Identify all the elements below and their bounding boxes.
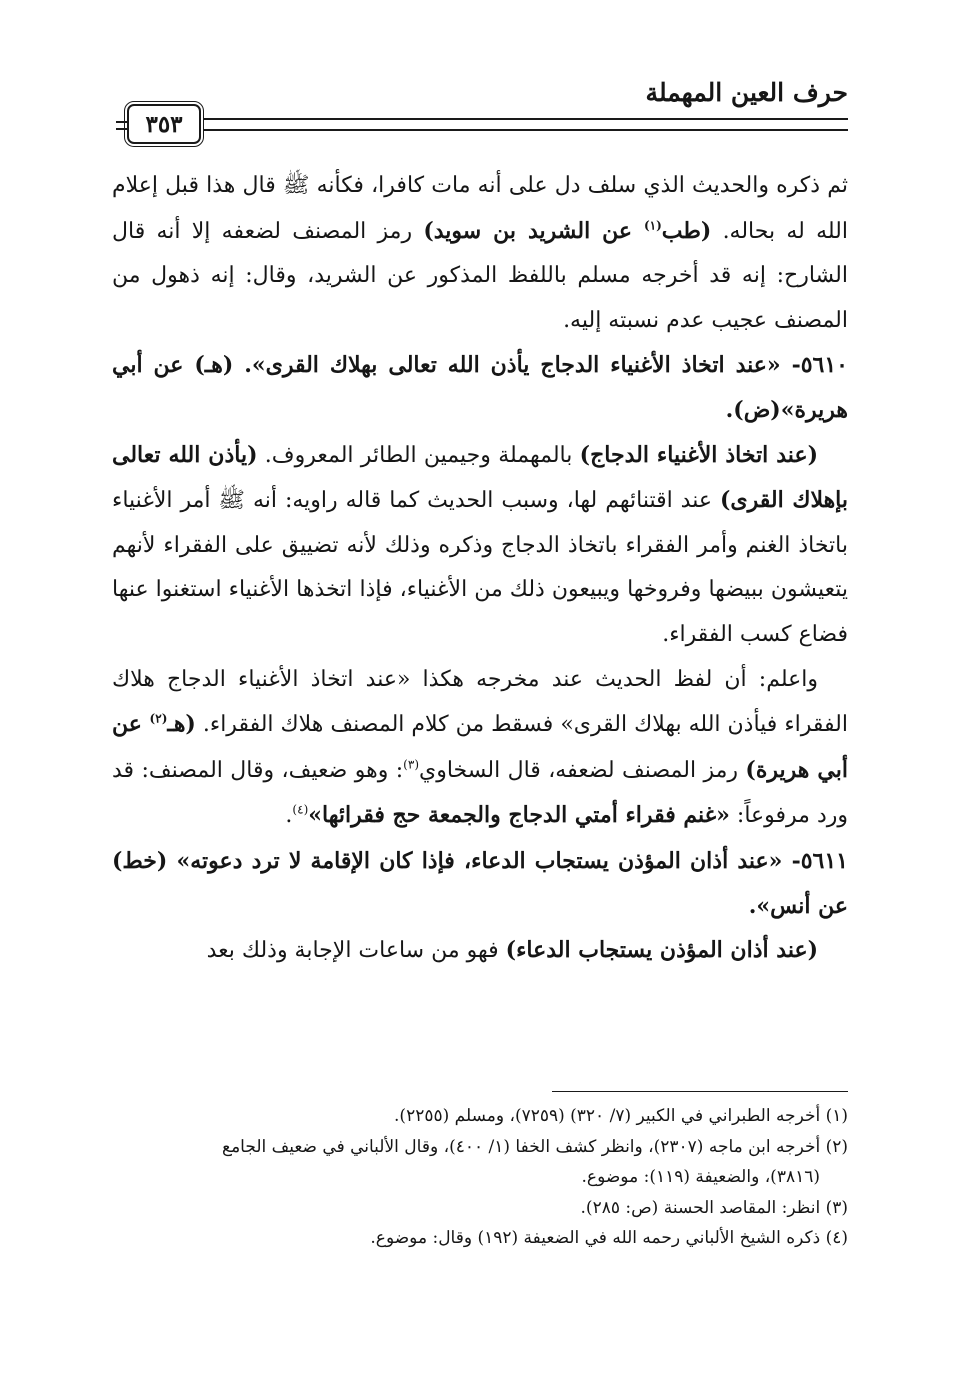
paragraph-1: ثم ذكره والحديث الذي سلف دل على أنه مات كافرا، فكأنه ﷺ قال هذا قبل إعلام الله له بحاله. (طب$^{(١)}$ عن الشريد بن سويد) رمز المصنف لضعفه إلا أنه قال الشارح: إنه قد أخرجه مسلم باللفظ المذكور عن الشريد، وقال: إنه ذهول من المصنف عجيب عدم نسبته إليه. <box>112 173 848 333</box>
page-number-box <box>127 104 201 144</box>
page-number: ٣٥٣ <box>145 110 183 138</box>
footnote-4: (٤) ذكره الشيخ الألباني رحمه الله في الضعيفة (١٩٢) وقال: موضوع. <box>370 1228 848 1248</box>
footnote-ref-2[interactable]: (٢) <box>149 711 168 726</box>
hadith-5610: ٥٦١٠- «عند اتخاذ الأغنياء الدجاج يأذن الله تعالى بهلاك القرى». (هـ) عن أبي هريرة»(ض). <box>112 352 848 423</box>
paragraph-2: (عند اتخاذ الأغنياء الدجاج) بالمهملة وجيمين الطائر المعروف. (يأذن الله تعالى بإهلاك القرى) عند اقتنائهم لها، وسبب الحديث كما قاله راويه: أنه ﷺ أمر الأغنياء باتخاذ الغنم وأمر الفقراء باتخاذ الدجاج وذكره وذلك لأنه تضييق على الفقراء لأنهم يتعيشون ببيضها وفروخها ويبيعون ذلك من الأغنياء، فإذا اتخذها الأغنياء استغنوا عنها فضاع كسب الفقراء. <box>112 441 849 647</box>
footnote-3: (٣) انظر: المقاصد الحسنة (ص: ٢٨٥). <box>580 1197 848 1218</box>
paragraph-4: (عند أذان المؤذن يستجاب الدعاء) فهو من ساعات الإجابة وذلك بعد <box>206 937 818 964</box>
header-double-rule <box>204 118 848 131</box>
main-text <box>112 164 848 974</box>
footnote-2: (٢) أخرجه ابن ماجه (٢٣٠٧)، وانظر كشف الخفا (١/ ٤٠٠)، وقال الألباني في ضعيف الجامع <box>222 1136 848 1157</box>
footnotes <box>112 1101 848 1254</box>
running-header-title: حرف العين المهملة <box>645 78 848 107</box>
hadith-5611: ٥٦١١- «عند أذان المؤذن يستجاب الدعاء، فإذا كان الإقامة لا ترد دعوته» (خط) عن أنس». <box>112 847 848 919</box>
paragraph-3: واعلم: أن لفظ الحديث عند مخرجه هكذا «عند اتخاذ الأغنياء الدجاج هلاك الفقراء فيأذن الله بهلاك القرى» فسقط من كلام المصنف هلاك الفقراء. (هـ$^{(٢)}$ عن أبي هريرة) رمز المصنف لضعفه، قال السخاوي$^{(٣)}$: وهو ضعيف، وقال المصنف: قد ورد مرفوعاً: «غنم فقراء أمتي الدجاج والجمعة حج فقرائها»$^{(٤)}$. <box>112 666 849 829</box>
footnote-1: (١) أخرجه الطبراني في الكبير (٧/ ٣٢٠) (٧٢٥٩)، ومسلم (٢٢٥٥). <box>394 1106 848 1126</box>
footnote-ref-3[interactable]: (٣) <box>403 757 419 772</box>
footnote-ref-4[interactable]: (٤) <box>292 802 309 817</box>
footnote-separator <box>552 1091 848 1092</box>
footnote-ref-1[interactable]: (١) <box>643 218 662 233</box>
footnote-2-continued: (٣٨١٦)، والضعيفة (١١٩): موضوع. <box>581 1167 820 1187</box>
